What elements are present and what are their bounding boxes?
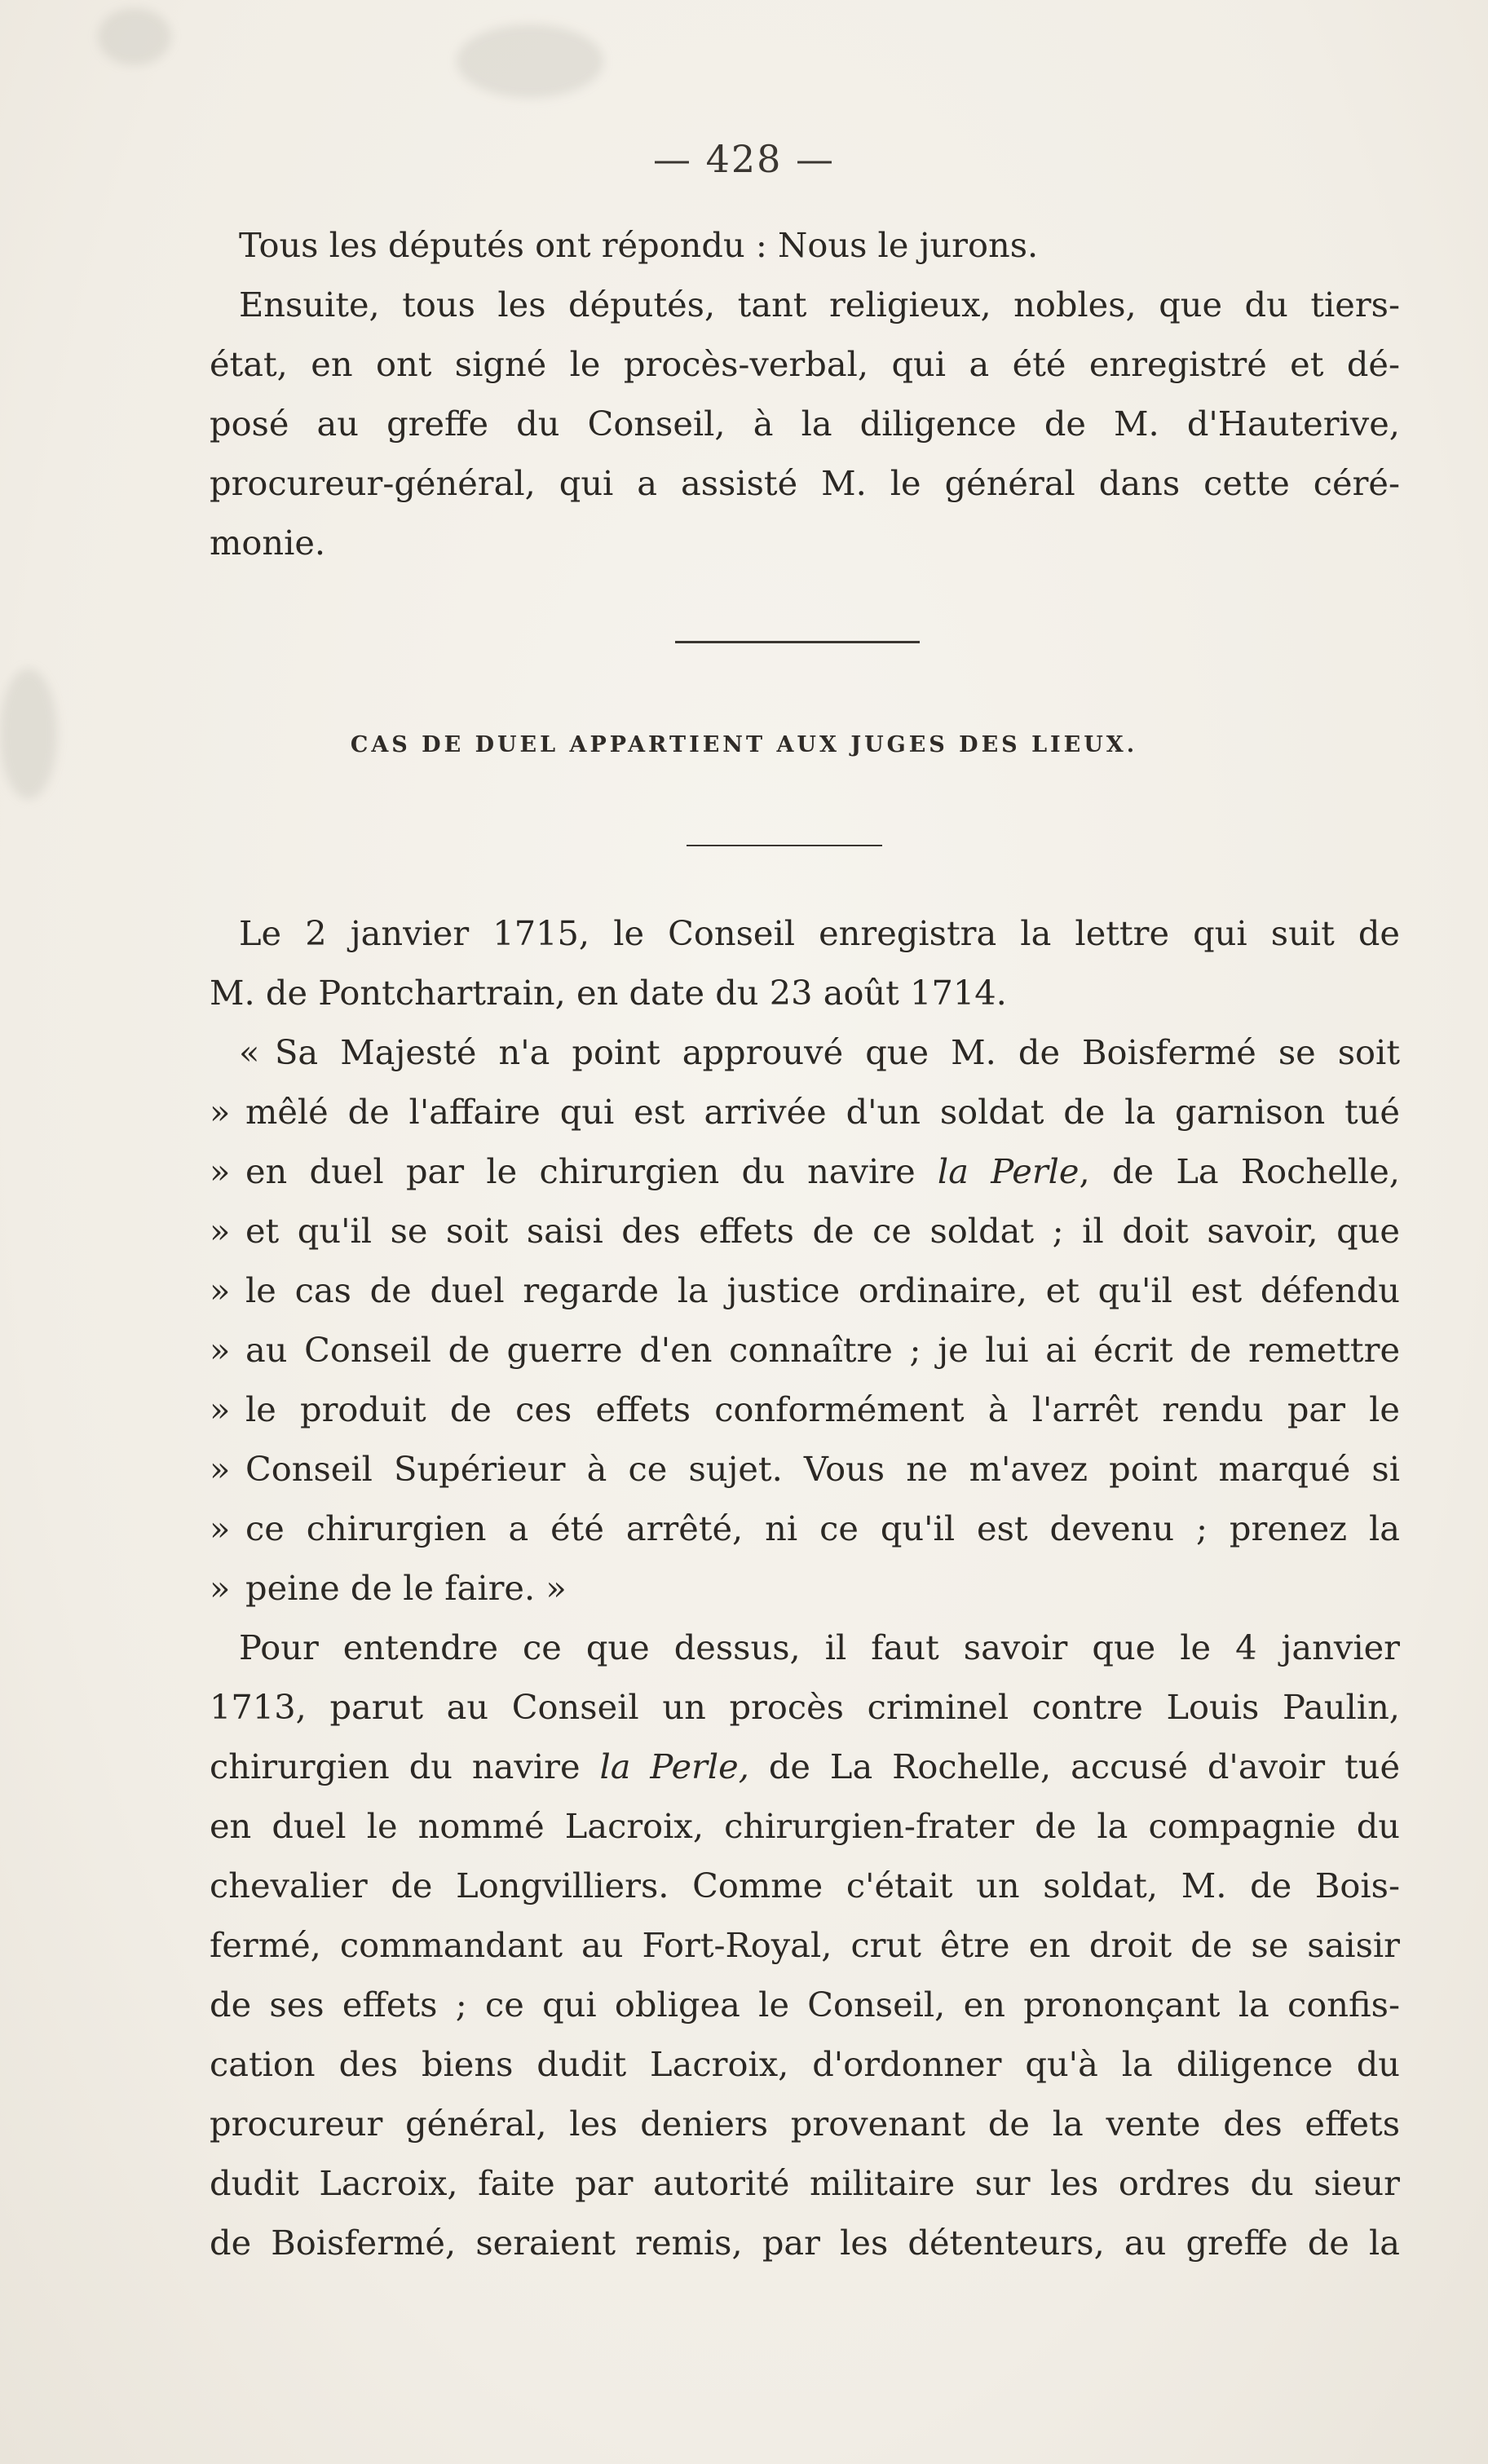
quote-mark: »: [210, 1092, 231, 1132]
text-line: 1713, parut au Conseil un procès criminel contre Louis Paulin,: [210, 1687, 1400, 1727]
quote-text: peine de le faire. »: [245, 1568, 567, 1608]
text-line: état, en ont signé le procès-verbal, qui a été enregistré et dé-: [210, 344, 1400, 384]
quote-mark: »: [210, 1270, 231, 1310]
quote-line: [210, 1022, 1400, 1082]
paper-stain: [457, 24, 603, 98]
quote-text: le produit de ces effets conformément à l'arrêt rendu par le: [245, 1389, 1400, 1429]
quote-line: [210, 1320, 1400, 1380]
quote-text: Conseil Supérieur à ce sujet. Vous ne m'avez point marqué si: [245, 1449, 1400, 1489]
text-line: Pour entendre ce que dessus, il faut savoir que le 4 janvier: [239, 1627, 1400, 1667]
divider-rule: [687, 845, 882, 846]
quote-line: [210, 1082, 1400, 1141]
page-number: — 428 —: [652, 137, 836, 181]
section-2-text: [210, 903, 1400, 2272]
text-fragment: chirurgien du navire: [210, 1746, 600, 1786]
divider-rule: [675, 641, 920, 643]
text-line: monie.: [210, 523, 326, 563]
quote-mark: »: [210, 1568, 231, 1608]
quote-mark: »: [210, 1211, 231, 1251]
text-line: Le 2 janvier 1715, le Conseil enregistra la lettre qui suit de: [239, 913, 1400, 953]
text-line: de ses effets ; ce qui obligea le Conseil, en prononçant la confis-: [210, 1985, 1400, 2025]
quote-text: et qu'il se soit saisi des effets de ce soldat ; il doit savoir, que: [245, 1211, 1400, 1251]
quote-mark: »: [210, 1508, 231, 1548]
quote-line: [210, 1201, 1400, 1261]
quote-text: mêlé de l'affaire qui est arrivée d'un soldat de la garnison tué: [245, 1092, 1400, 1132]
quote-line: [210, 1141, 1400, 1201]
quote-mark: «: [239, 1032, 260, 1072]
quote-line: [210, 1380, 1400, 1439]
quote-text: au Conseil de guerre d'en connaître ; je lui ai écrit de remettre: [245, 1330, 1400, 1370]
section-heading: CAS DE DUEL APPARTIENT AUX JUGES DES LIEUX.: [350, 732, 1138, 757]
text-line: procureur-général, qui a assisté M. le général dans cette céré-: [210, 463, 1400, 503]
quote-line: [210, 1499, 1400, 1558]
section-1-paragraph: [210, 215, 1400, 572]
text-line: Ensuite, tous les députés, tant religieux, nobles, que du tiers-: [239, 285, 1400, 325]
quote-text: ce chirurgien a été arrêté, ni ce qu'il est devenu ; prenez la: [245, 1508, 1400, 1548]
text-line: cation des biens dudit Lacroix, d'ordonner qu'à la diligence du: [210, 2044, 1400, 2084]
quote-text: en duel par le chirurgien du navire: [245, 1151, 938, 1191]
quote-mark: »: [210, 1449, 231, 1489]
text-line: dudit Lacroix, faite par autorité militaire sur les ordres du sieur: [210, 2163, 1400, 2203]
text-line: procureur général, les deniers provenant de la vente des effets: [210, 2104, 1400, 2144]
paper-stain: [98, 8, 171, 65]
ship-name: la Perle,: [599, 1746, 749, 1786]
quote-line: [210, 1261, 1400, 1320]
text-line: de Boisfermé, seraient remis, par les détenteurs, au greffe de la: [210, 2223, 1400, 2263]
text-line: en duel le nommé Lacroix, chirurgien-frater de la compagnie du: [210, 1806, 1400, 1846]
quote-mark: »: [210, 1151, 231, 1191]
quote-text: , de La Rochelle,: [1079, 1151, 1400, 1191]
text-fragment: de La Rochelle, accusé d'avoir tué: [748, 1746, 1401, 1786]
quote-mark: »: [210, 1389, 231, 1429]
text-line: chevalier de Longvilliers. Comme c'était un soldat, M. de Bois-: [210, 1866, 1400, 1905]
text-line: posé au greffe du Conseil, à la diligence de M. d'Hauterive,: [210, 404, 1400, 444]
quote-line: [210, 1439, 1400, 1499]
quote-line: [210, 1558, 1400, 1618]
text-line: fermé, commandant au Fort-Royal, crut être en droit de se saisir: [210, 1925, 1400, 1965]
text-line: M. de Pontchartrain, en date du 23 août 1714.: [210, 973, 1007, 1013]
quote-text: Sa Majesté n'a point approuvé que M. de Boisfermé se soit: [275, 1032, 1400, 1072]
quote-mark: »: [210, 1330, 231, 1370]
text-line: [210, 1737, 1400, 1796]
quote-text: le cas de duel regarde la justice ordinaire, et qu'il est défendu: [245, 1270, 1400, 1310]
ship-name: la Perle: [937, 1151, 1080, 1191]
text-line: Tous les députés ont répondu : Nous le jurons.: [239, 225, 1039, 265]
